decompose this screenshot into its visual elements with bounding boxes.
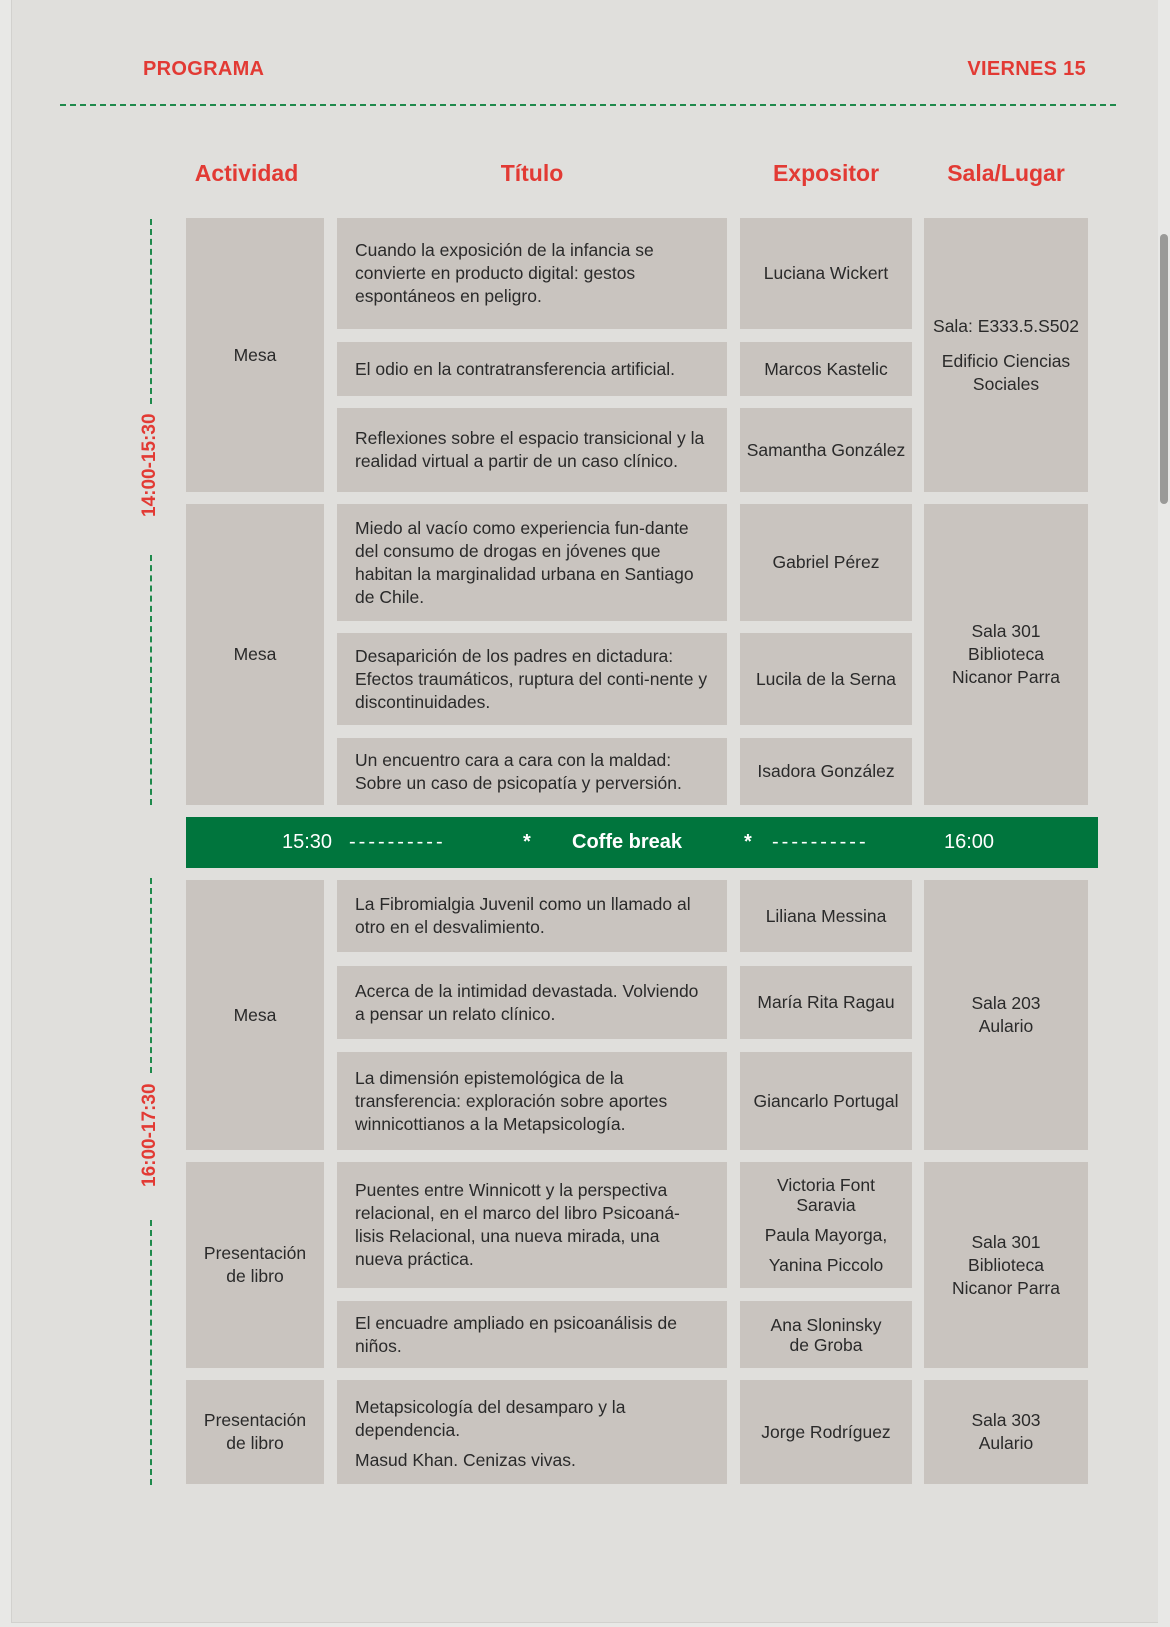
titulo-cell [337,1380,727,1484]
expositor-cell [740,1162,912,1288]
actividad-cell: Mesa [186,504,324,805]
sala-cell [924,218,1088,492]
program-label: PROGRAMA [143,58,265,80]
actividad-cell: Mesa [186,880,324,1150]
coffee-break-bar [186,817,1098,868]
column-header-titulo: Título [500,160,564,186]
titulo-cell: Reflexiones sobre el espacio transicional y la realidad virtual a partir de un caso clínico. [337,408,727,492]
break-label: Coffe break [572,831,683,853]
column-header-actividad: Actividad [194,160,299,186]
expositor-cell: María Rita Ragau [740,966,912,1039]
expositor-cell: Jorge Rodríguez [740,1380,912,1484]
titulo-line: Metapsicología del desamparo y la dependencia. [355,1397,626,1440]
column-header-sala: Sala/Lugar [947,160,1065,186]
break-star-right: * [744,831,752,853]
expositor-cell: Giancarlo Portugal [740,1052,912,1150]
sala-cell: Sala 301 Biblioteca Nicanor Parra [924,1162,1088,1368]
scrollbar-thumb[interactable] [1160,234,1168,504]
sala-cell: Sala 301 Biblioteca Nicanor Parra [924,504,1088,805]
titulo-cell: La dimensión epistemológica de la transferencia: exploración sobre aportes winnicottianos a la Metapsicología. [337,1052,727,1150]
sala-line-2: Edificio Ciencias Sociales [941,350,1071,394]
expositor-cell: Liliana Messina [740,880,912,952]
sala-line-1: Sala: E333.5.S502 [933,315,1079,336]
header-divider [60,104,1116,106]
expositor-cell: Ana Sloninsky de Groba [740,1301,912,1368]
expositor-cell: Luciana Wickert [740,218,912,329]
sala-cell: Sala 203 Aulario [924,880,1088,1150]
titulo-cell: Acerca de la intimidad devastada. Volviendo a pensar un relato clínico. [337,966,727,1039]
titulo-cell: La Fibromialgia Juvenil como un llamado al otro en el desvalimiento. [337,880,727,952]
expositor-name: Victoria Font Saravia [777,1175,875,1215]
expositor-name: Paula Mayorga, [764,1225,888,1245]
scrollbar-track[interactable] [1158,0,1170,1627]
titulo-line: Masud Khan. Cenizas vivas. [355,1450,576,1470]
break-dashes-left: ---------- [349,831,446,853]
actividad-cell: Presentación de libro [186,1162,324,1368]
break-dashes-right: ---------- [772,831,869,853]
titulo-cell: Miedo al vacío como experiencia fun-dante del consumo de drogas en jóvenes que habitan la marginalidad urbana en Santiago de Chile. [337,504,727,621]
break-star-left: * [523,831,531,853]
actividad-cell: Presentación de libro [186,1380,324,1484]
sala-cell: Sala 303 Aulario [924,1380,1088,1484]
titulo-cell: El odio en la contratransferencia artificial. [337,342,727,396]
titulo-cell: Cuando la exposición de la infancia se convierte en producto digital: gestos espontáneos en peligro. [337,218,727,329]
titulo-cell: Un encuentro cara a cara con la maldad: Sobre un caso de psicopatía y perversión. [337,738,727,805]
titulo-cell: El encuadre ampliado en psicoanálisis de niños. [337,1301,727,1368]
timeline-dash-1a [150,219,152,404]
expositor-cell: Marcos Kastelic [740,342,912,396]
program-page [12,0,1158,1622]
timeline-dash-1b [150,555,152,805]
expositor-name: Yanina Piccolo [768,1255,884,1275]
time-block-2: 16:00-17:30 [139,1083,160,1187]
titulo-cell: Puentes entre Winnicott y la perspectiva relacional, en el marco del libro Psicoaná-lisis Relacional, una nueva mirada, una nueva práctica. [337,1162,727,1288]
expositor-cell: Gabriel Pérez [740,504,912,621]
time-block-1: 14:00-15:30 [139,413,160,517]
break-start-time: 15:30 [282,831,333,853]
column-header-expositor: Expositor [772,160,880,186]
expositor-cell: Lucila de la Serna [740,633,912,725]
actividad-cell: Mesa [186,218,324,492]
expositor-cell: Isadora González [740,738,912,805]
timeline-dash-2b [150,1220,152,1485]
day-label: VIERNES 15 [967,58,1086,80]
titulo-cell: Desaparición de los padres en dictadura: Efectos traumáticos, ruptura del conti-nente y discontinuidades. [337,633,727,725]
break-end-time: 16:00 [944,831,995,853]
timeline-dash-2a [150,878,152,1073]
expositor-cell: Samantha González [740,408,912,492]
